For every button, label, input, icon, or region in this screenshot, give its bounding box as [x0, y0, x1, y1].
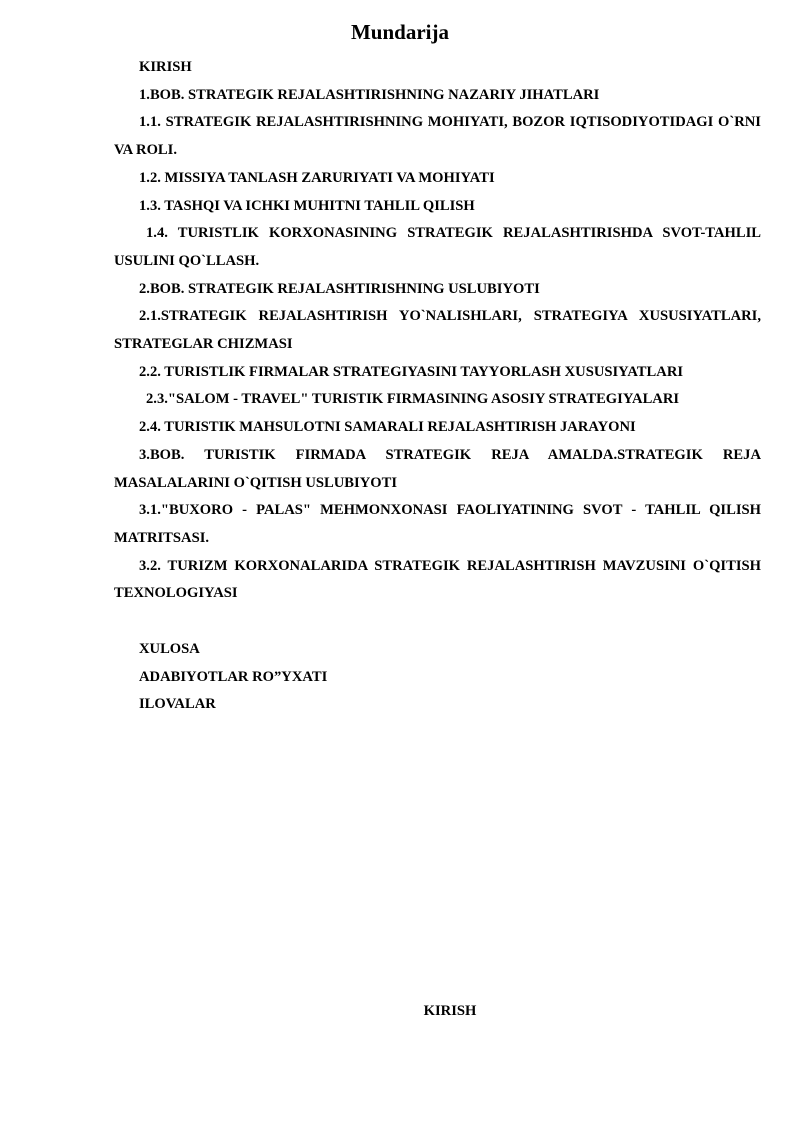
- toc-entry-chapter-3: 3.BOB. TURISTIK FIRMADA STRATEGIK REJA AMALDA.STRATEGIK REJA MASALALARINI O`QITISH USLUBIYOTI: [114, 446, 761, 491]
- toc-entry-2-4: 2.4. TURISTIK MAHSULOTNI SAMARALI REJALASHTIRISH JARAYONI: [139, 419, 636, 436]
- toc-entry-2-1: 2.1.STRATEGIK REJALASHTIRISH YO`NALISHLARI, STRATEGIYA XUSUSIYATLARI, STRATEGLAR CHIZMASI: [114, 308, 761, 353]
- toc-entry-xulosa: XULOSA: [139, 641, 200, 658]
- toc-entry-adabiyotlar: ADABIYOTLAR RO”YXATI: [139, 668, 328, 685]
- toc-entry-kirish: KIRISH: [139, 59, 192, 75]
- toc-entry-chapter-2: 2.BOB. STRATEGIK REJALASHTIRISHNING USLUBIYOTI: [139, 280, 540, 297]
- toc-entry-1-4: 1.4. TURISTLIK KORXONASINING STRATEGIK REJALASHTIRISHDA SVOT-TAHLIL USULINI QO`LLASH.: [114, 225, 761, 269]
- toc-entry-2-2: 2.2. TURISTLIK FIRMALAR STRATEGIYASINI TAYYORLASH XUSUSIYATLARI: [139, 363, 684, 380]
- toc-entry-3-2: 3.2. TURIZM KORXONALARIDA STRATEGIK REJALASHTIRISH MAVZUSINI O`QITISH TEXNOLOGIYASI: [114, 557, 761, 602]
- toc-entry-chapter-1: 1.BOB. STRATEGIK REJALASHTIRISHNING NAZARIY JIHATLARI: [139, 86, 600, 103]
- toc-entry-ilovalar: ILOVALAR: [139, 696, 216, 713]
- toc-entry-3-1: 3.1."BUXORO - PALAS" MEHMONXONASI FAOLIYATINING SVOT - TAHLIL QILISH MATRITSASI.: [114, 502, 761, 546]
- section-heading-kirish: KIRISH: [423, 1003, 477, 1019]
- toc-entry-1-3: 1.3. TASHQI VA ICHKI MUHITNI TAHLIL QILISH: [139, 197, 475, 214]
- page-title: Mundarija: [350, 20, 449, 44]
- spacer: [114, 608, 761, 636]
- table-of-contents: [114, 54, 761, 719]
- toc-entry-1-1: 1.1. STRATEGIK REJALASHTIRISHNING MOHIYATI, BOZOR IQTISODIYOTIDAGI O`RNI VA ROLI.: [114, 114, 761, 159]
- toc-entry-1-2: 1.2. MISSIYA TANLASH ZARURIYATI VA MOHIYATI: [139, 169, 495, 186]
- toc-entry-2-3: 2.3."SALOM - TRAVEL" TURISTIK FIRMASINING ASOSIY STRATEGIYALARI: [146, 391, 680, 408]
